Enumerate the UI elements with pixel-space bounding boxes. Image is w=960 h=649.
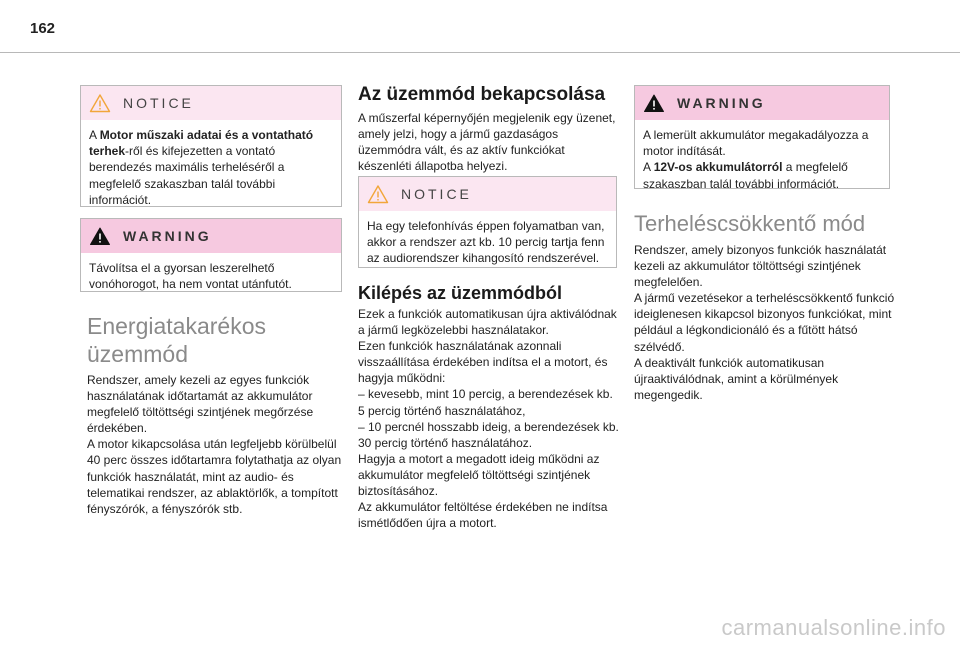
section-heading-activation: Az üzemmód bekapcsolása [358,84,606,105]
warning-box-battery [634,85,890,189]
activation-text: A műszerfal képernyőjén megjelenik egy üzenet, amely jelzi, hogy a jármű gazdaságos üzemmódra vált, és az aktív funkciókat készenléti állapotba helyezi. [358,111,616,174]
watermark: carmanualsonline.info [721,615,946,640]
warning-text: Távolítsa el a gyorsan leszerelhető vonóhorogot, ha nem vontat utánfutót. [89,261,292,292]
notice-text: Ha egy telefonhívás éppen folyamatban van, akkor a rendszer azt kb. 10 percig tartja fenn az audiorendszer kihangosító rendszerével. [367,219,605,266]
warning-header [81,219,341,253]
warning-text: A lemerült akkumulátor megakadályozza a motor indítását. A 12V-os akkumulátorról a megfelelő szakaszban talál további információt. [643,128,869,191]
notice-header [359,177,616,211]
load-reduction-text: Rendszer, amely bizonyos funkciók használatát kezeli az akkumulátor töltöttségi szintjének megfelelően. A jármű vezetésekor a terheléscsökkentő funkció ideiglenesen kikapcsol bizonyos funkciókat, mint például a légkondicionáló és a fűtött hátsó szélvédő. A deaktivált funkciók automatikusan újraaktiválódnak, amint a körülmények megengedik. [634,243,895,402]
energy-saving-text: Rendszer, amely kezeli az egyes funkciók használatának időtartamát az akkumulátor megfelelő töltöttségi szintjének megőrzése érdekében. A motor kikapcsolása után legfeljebb körülbelül 40 perc összes időtartamra folytathatja az olyan funkciók használatát, mint az audio- és telematikai rendszer, az ablaktörlők, a tompított fényszórók, a fényszórók stb. [87,373,342,516]
bold-term: 12V-os akkumulátorról [653,160,783,175]
notice-text: A Motor műszaki adatai és a vontatható terhek-ről és kifejezetten a vontató berendezés maximális terheléséről a megfelelő szakaszban talál további információt. [89,128,314,207]
warning-title: WARNING [123,228,212,244]
exit-mode-text: Ezek a funkciók automatikusan újra aktiválódnak a jármű legközelebbi használatakor. Ezen funkciók használatának azonnali visszaállítása érdekében indítsa el a motort, és hagyja működni: – kevesebb, mint 10 percig, a berendezések kb. 5 percig történő használatához, – 10 percnél hosszabb ideig, a berendezések kb. 30 percig történő használatához. Hagyja a motort a megadott ideig működni az akkumulátor megfelelő töltöttségi szintjének biztosításához. Az akkumulátor feltöltése érdekében ne indítsa ismétlődően újra a motort. [358,307,619,531]
warning-triangle-filled-icon [89,226,111,246]
section-heading-exit-mode: Kilépés az üzemmódból [358,283,563,303]
header-divider [0,52,960,53]
page-number: 162 [30,20,56,37]
warning-title: WARNING [677,95,766,111]
warning-header [635,86,889,120]
warning-triangle-filled-icon [643,93,665,113]
warning-triangle-outline-icon [89,93,111,113]
notice-title: NOTICE [401,186,472,202]
notice-header [81,86,341,120]
section-heading-load-reduction: Terheléscsökkentő mód [634,211,866,236]
bold-term: Motor műszaki adatai és a vontatható terhek [89,128,314,159]
notice-box-towing [80,85,342,207]
warning-triangle-outline-icon [367,184,389,204]
notice-title: NOTICE [123,95,194,111]
section-heading-energy-saving: Energiatakarékos üzemmód [87,313,266,367]
notice-box-phone-call [358,176,617,268]
warning-box-towbar [80,218,342,292]
